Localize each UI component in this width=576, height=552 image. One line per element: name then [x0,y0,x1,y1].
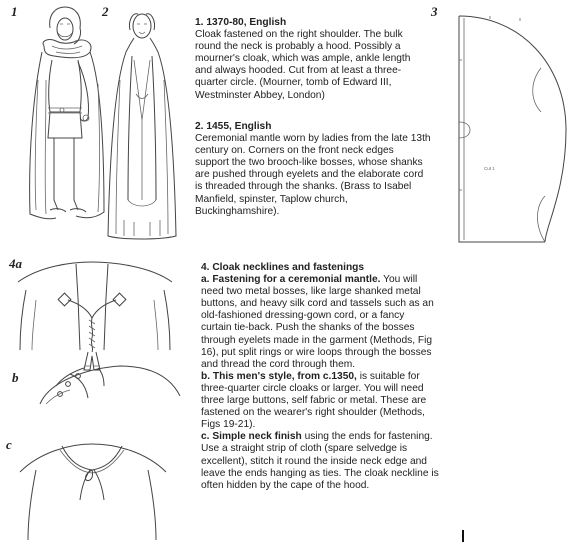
section-2-line: century on. Corners on the front neck edges [195,145,394,157]
section-2-line: support the two brooch-like bosses, whose shanks [195,157,423,169]
section-1-heading: 1. 1370-80, English [195,17,287,28]
section-4a-line: through eyelets made in the garment (Methods, Fig [201,334,433,346]
section-4c-line: using the ends for fastening. [301,431,433,443]
section-2-line: Buckinghamshire). [195,205,280,217]
section-4a-line: buttons, and heavy silk cord and tassels such as an [201,298,434,310]
section-1-line: and always hooded. Cut from at least a three- [195,65,402,77]
section-2-heading: 2. 1455, English [195,121,272,132]
section-4a-line: and thread the cord through them. [201,358,356,370]
section-4b-line: three large buttons, self fabric or metal. These are [201,395,427,407]
figure-number-1: 1 [11,4,18,19]
section-1-description [195,17,435,102]
section-1-line: mourner's cloak, which was ample, ankle length [195,53,411,65]
section-2-line: Ceremonial mantle worn by ladies from the late 13th [195,133,431,145]
section-2-line: is threaded through the shanks. (Brass to Isabel [195,181,412,193]
section-4c-line: excellent), stitch it round the inside neck edge and [201,455,427,467]
section-2-description [195,121,445,218]
section-4b-line: fastened on the wearer's right shoulder (Methods, [201,407,425,419]
section-4a-line: 16), put split rings or wire loops through the bosses [201,346,432,358]
section-2-line: Manfield, spinster, Taplow church, [195,193,348,205]
section-4b-line: is suitable for [356,370,420,382]
section-4a-line: You will [380,274,418,286]
section-4c-line: Use a straight strip of cloth (spare selvedge is [201,443,408,455]
figure-number-4a: 4a [9,256,22,271]
section-4b-line: Figs 19-21). [201,419,256,431]
section-4c-line: leave the ends hanging as ties. The cloak neckline is [201,467,439,479]
section-1-line: round the neck is probably a hood. Possibly a [195,41,401,53]
figure-number-2: 2 [102,4,109,19]
pattern-cut-label: Cut 1 [484,166,495,171]
section-4b-lead: b. This men's style, from c.1350, [201,370,357,382]
section-1-line: Westminster Abbey, London) [195,89,325,101]
section-1-line: quarter circle. (Mourner, tomb of Edward III, [195,77,392,89]
section-4c-line: often hidden by the cape of the hood. [201,479,370,491]
section-4c-lead: c. Simple neck finish [201,431,302,443]
section-2-line: are pushed through eyelets and the elaborate cord [195,169,424,181]
section-4-description [201,262,463,492]
section-4a-lead: a. Fastening for a ceremonial mantle. [201,274,381,286]
section-1-line: Cloak fastened on the right shoulder. The bulk [195,29,403,41]
figure-number-4c: c [6,437,12,452]
text-cursor-mark [462,530,464,542]
section-4a-line: old-fashioned dressing-gown cord, or a fancy [201,310,405,322]
section-4b-line: three-quarter circle cloaks or larger. You will need [201,382,424,394]
section-4-heading: 4. Cloak necklines and fastenings [201,262,365,273]
section-4a-line: curtain tie-back. Push the shanks of the bosses [201,322,415,334]
section-4a-line: need two metal bosses, like large shanked metal [201,286,421,298]
figure-number-4b: b [12,370,19,385]
figure-number-3: 3 [431,4,438,19]
